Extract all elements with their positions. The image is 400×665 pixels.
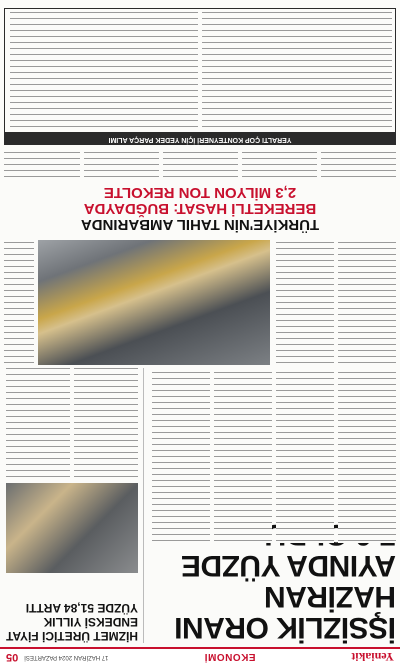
- text-column-2: [276, 368, 334, 543]
- harvest-headline: TÜRKİYE'NİN TAHIL AMBARINDA BEREKETLİ HASAT: BUĞDAYDA 2,3 MİLYON TON REKOLTE: [80, 184, 320, 233]
- column-divider: [143, 368, 144, 643]
- text-column-13: [84, 149, 159, 179]
- text-column-10: [321, 149, 396, 179]
- text-column-9: [4, 237, 34, 365]
- text-column-11: [242, 149, 317, 179]
- text-column-7: [338, 237, 396, 365]
- tender-box: [4, 8, 396, 133]
- section-title: EKONOMİ: [204, 651, 256, 663]
- main-headline: İŞSİZLİK ORANI HAZİRAN AYINDA YÜZDE: [174, 549, 396, 644]
- page-header: [0, 647, 400, 665]
- text-column-4: [152, 368, 210, 543]
- second-headline: HİZMET ÜRETİCİ FİYAT ENDEKSİ YILLIK YÜZDE 51,84 ARTTI: [6, 601, 138, 643]
- brand-logo: Yeniakit: [351, 650, 394, 665]
- tender-text-left: [202, 12, 392, 129]
- text-column-5: [74, 368, 138, 479]
- text-column-8: [276, 237, 334, 365]
- issue-date: 17 HAZİRAN 2024 PAZARTESİ: [24, 654, 109, 660]
- text-column-12: [163, 149, 238, 179]
- harvest-photo: [38, 240, 270, 365]
- tender-text-right: [10, 12, 198, 129]
- text-column-3: [214, 368, 272, 543]
- page-number: 05: [6, 651, 19, 663]
- text-column-6: [6, 368, 70, 479]
- story-photo-small: [6, 483, 138, 573]
- text-column-14: [4, 149, 80, 179]
- text-column-1: [338, 368, 396, 543]
- tender-box-title: YERALTI ÇOP KONTEYNERİ İÇİN YEDEK PARÇA ALIMI: [4, 133, 396, 145]
